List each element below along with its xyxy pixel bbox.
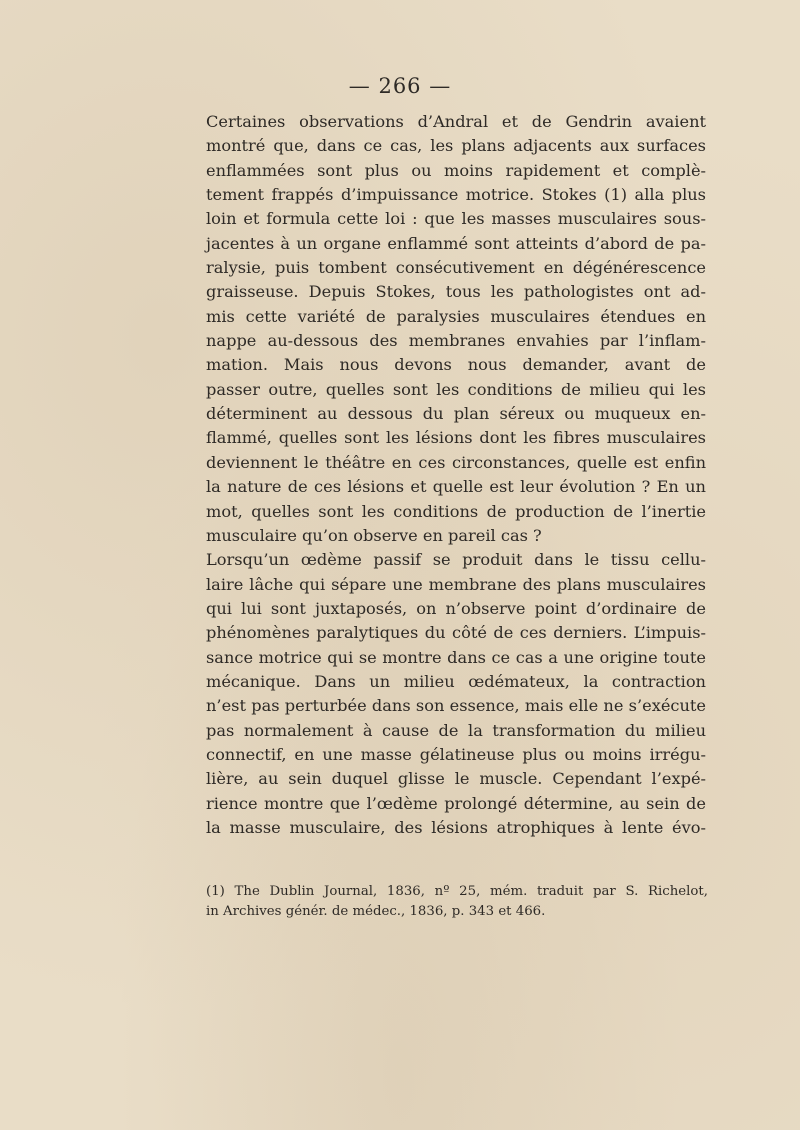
footnote-line: in Archives génér. de médec., 1836, p. 343 et 466.: [206, 903, 546, 919]
footnotes: [206, 882, 708, 921]
paragraph-2: [206, 548, 706, 840]
text-line: n’est pas perturbée dans son essence, mais elle ne s’exécute: [206, 696, 706, 716]
text-line: tement frappés d’impuissance motrice. Stokes (1) alla plus: [206, 185, 706, 205]
text-line: connectif, en une masse gélatineuse plus ou moins irrégu-: [206, 744, 706, 764]
text-line: la nature de ces lésions et quelle est leur évolution ? En un: [206, 477, 706, 497]
text-line: nappe au-dessous des membranes envahies par l’inflam-: [206, 331, 706, 351]
text-line: pas normalement à cause de la transformation du milieu: [206, 720, 706, 740]
text-line: qui lui sont juxtaposés, on n’observe point d’ordinaire de: [206, 598, 706, 618]
text-line: passer outre, quelles sont les conditions de milieu qui les: [206, 379, 706, 399]
text-line: mécanique. Dans un milieu œdémateux, la contraction: [206, 671, 706, 691]
page-number: — 266 —: [348, 74, 452, 98]
paragraph-1: [206, 110, 706, 548]
text-line: lière, au sein duquel glisse le muscle. Cependant l’expé-: [206, 769, 706, 789]
text-line: deviennent le théâtre en ces circonstances, quelle est enfin: [206, 452, 706, 472]
text-line: loin et formula cette loi : que les masses musculaires sous-: [206, 209, 706, 229]
text-line: laire lâche qui sépare une membrane des plans musculaires: [206, 574, 706, 594]
text-line: Certaines observations d’Andral et de Gendrin avaient: [206, 112, 706, 131]
text-line: montré que, dans ce cas, les plans adjacents aux surfaces: [206, 136, 706, 156]
text-line: mot, quelles sont les conditions de production de l’inertie: [206, 501, 706, 521]
text-line: rience montre que l’œdème prolongé détermine, au sein de: [206, 793, 706, 813]
text-line: déterminent au dessous du plan séreux ou muqueux en-: [206, 404, 706, 424]
text-line: sance motrice qui se montre dans ce cas a une origine toute: [206, 647, 706, 667]
footnote-line: (1) The Dublin Journal, 1836, nº 25, mém. traduit par S. Richelot,: [206, 884, 708, 899]
text-line: enflammées sont plus ou moins rapidement et complè-: [206, 160, 706, 180]
body-text: [206, 110, 706, 840]
text-line: flammé, quelles sont les lésions dont les fibres musculaires: [206, 428, 706, 448]
text-line: Lorsqu’un œdème passif se produit dans le tissu cellu-: [206, 550, 706, 570]
text-line: jacentes à un organe enflammé sont atteints d’abord de pa-: [206, 233, 706, 253]
text-line: ralysie, puis tombent consécutivement en dégénérescence: [206, 258, 706, 278]
text-line: la masse musculaire, des lésions atrophiques à lente évo-: [206, 817, 706, 837]
text-line: mis cette variété de paralysies musculaires étendues en: [206, 306, 706, 326]
text-line: phénomènes paralytiques du côté de ces derniers. L’impuis-: [206, 623, 706, 643]
text-line: musculaire qu’on observe en pareil cas ?: [206, 525, 542, 545]
text-line: graisseuse. Depuis Stokes, tous les pathologistes ont ad-: [206, 282, 706, 302]
text-line: mation. Mais nous devons nous demander, avant de: [206, 355, 706, 375]
